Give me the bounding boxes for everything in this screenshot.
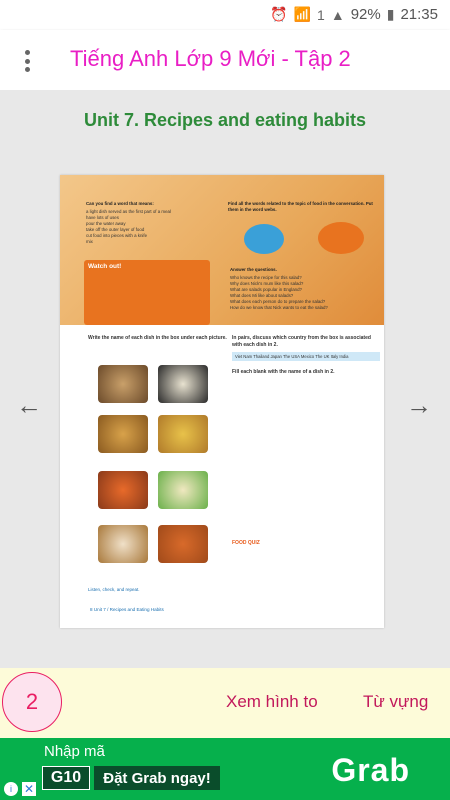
watch-out-box <box>84 260 210 325</box>
fill-heading: Fill each blank with the name of a dish in 2. <box>232 369 335 376</box>
dish-image <box>98 471 148 509</box>
page-question-a: Can you find a word that means: <box>86 201 154 206</box>
exercise-3 <box>232 335 380 547</box>
app-bar <box>0 30 450 90</box>
dish-image <box>98 525 148 563</box>
list-item: Why does Nick's mum like this salad? <box>230 280 304 286</box>
list-item: take off the outer layer of food <box>86 226 145 232</box>
status-icons <box>270 6 438 23</box>
ad-promo-code: G10 <box>42 766 90 790</box>
dish-image <box>158 525 208 563</box>
ad-brand-logo: Grab <box>331 752 410 788</box>
unit-title: Unit 7. Recipes and eating habits <box>83 110 367 130</box>
sim-icon: 1 <box>317 6 325 23</box>
page-question-b: Find all the words related to the topic of food in the conversation. Put them in the word webs. <box>228 201 373 212</box>
list-item: pour the water away <box>86 220 126 226</box>
list-item: have lots of uses <box>86 214 119 220</box>
battery-level: 92% <box>350 6 381 23</box>
exercise-2-heading: Write the name of each dish in the box under each picture. <box>88 335 227 341</box>
bottom-toolbar <box>0 668 450 738</box>
next-page-arrow-icon[interactable]: → <box>406 390 432 420</box>
view-large-button[interactable]: Xem hình to <box>226 692 318 711</box>
signal-icon: ▲ <box>330 6 345 23</box>
app-title: Tiếng Anh Lớp 9 Mới - Tập 2 <box>70 46 351 71</box>
country-box: Viet Nam Thailand Japan The USA Mexico The UK Italy India <box>232 352 380 362</box>
previous-page-arrow-icon[interactable]: ← <box>16 390 42 420</box>
dish-image <box>98 365 148 403</box>
list-item: Who knows the recipe for this salad? <box>230 274 302 280</box>
answer-heading: Answer the questions. <box>230 267 277 272</box>
word-web-bubble <box>318 222 364 254</box>
list-item: a light dish served as the first part of a meal <box>86 208 171 214</box>
status-bar <box>0 0 450 30</box>
list-item: What are salads popular in England? <box>230 286 303 292</box>
page-footer: 8 Unit 7 / Recipes and Eating Habits <box>90 607 164 612</box>
clock: 21:35 <box>400 6 438 23</box>
food-quiz-title: FOOD QUIZ <box>232 539 260 546</box>
wifi-icon: 📶 <box>293 6 312 22</box>
ad-banner[interactable] <box>0 738 450 800</box>
list-item: How do we know that Nick wants to eat the salad? <box>230 304 328 310</box>
alarm-icon: ⏰ <box>270 6 288 22</box>
word-web-bubble <box>244 224 284 254</box>
ad-close-icon[interactable]: ✕ <box>23 782 35 796</box>
list-item: What does Mi like about salads? <box>230 292 294 298</box>
dish-image <box>158 365 208 403</box>
vocabulary-button[interactable]: Từ vựng <box>363 692 429 711</box>
main-content <box>0 90 450 668</box>
textbook-page-image <box>60 175 384 628</box>
answer-questions <box>230 267 375 311</box>
ad-info-icon[interactable]: i <box>4 782 18 796</box>
page-number-badge[interactable]: 2 <box>2 672 62 732</box>
exercise-2 <box>88 335 228 342</box>
list-item: cut food into pieces with a knife <box>86 232 148 238</box>
overflow-menu-icon[interactable] <box>22 50 32 72</box>
exercise-3-heading: In pairs, discuss which country from the box is associated with each dish in 2. <box>232 335 371 348</box>
fill-text-block <box>232 376 380 536</box>
list-item: What does each person do to prepare the salad? <box>230 298 326 304</box>
ad-promo-text: Nhập mã <box>44 743 105 760</box>
dish-image <box>158 415 208 453</box>
listen-instruction: Listen, check, and repeat. <box>88 587 140 592</box>
list-item: mix <box>86 238 93 244</box>
watch-out-title: Watch out! <box>88 263 122 270</box>
battery-icon: ▮ <box>386 6 395 22</box>
word-web <box>230 220 375 260</box>
ad-cta-button[interactable]: Đặt Grab ngay! <box>94 766 220 790</box>
dish-image <box>98 415 148 453</box>
dish-image <box>158 471 208 509</box>
